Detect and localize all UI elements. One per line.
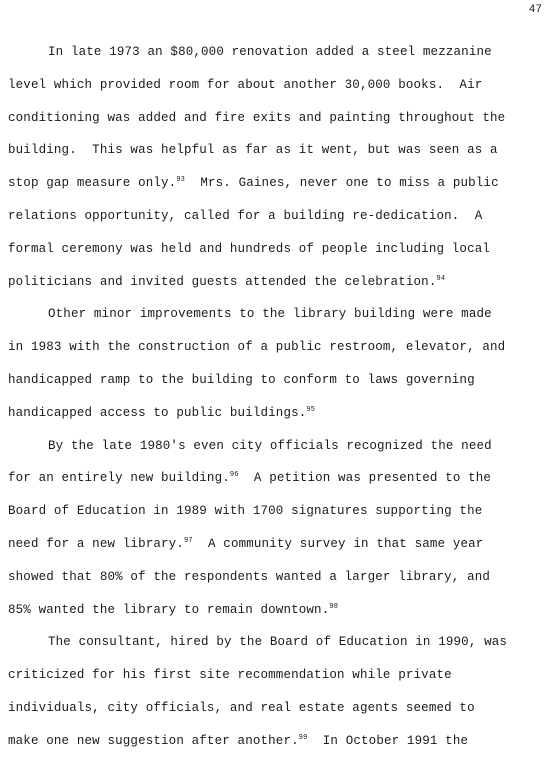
- line-text: By the late 1980's even city officials recognized the need: [48, 438, 492, 453]
- paragraph: [8, 634, 548, 765]
- line-text: individuals, city officials, and real estate agents seemed to: [8, 700, 475, 715]
- footnote-reference: 99: [298, 733, 308, 742]
- text-line: [8, 470, 548, 503]
- line-text: building. This was helpful as far as it went, but was seen as a: [8, 143, 498, 158]
- line-text-continued: A petition was presented to the: [238, 471, 492, 486]
- text-line: [8, 438, 548, 471]
- paragraph: [8, 438, 548, 635]
- line-text: Other minor improvements to the library building were made: [48, 307, 492, 322]
- text-line: [8, 77, 548, 110]
- text-line: [8, 306, 548, 339]
- line-text: make one new suggestion after another.: [8, 733, 299, 748]
- footnote-reference: 97: [183, 536, 193, 545]
- text-line: [8, 569, 548, 602]
- line-text: relations opportunity, called for a building re-dedication. A: [8, 208, 483, 223]
- line-text: politicians and invited guests attended the celebration.: [8, 274, 437, 289]
- line-text: need for a new library.: [8, 536, 184, 551]
- line-text: showed that 80% of the respondents wanted a larger library, and: [8, 569, 491, 584]
- page-number: 47: [528, 4, 542, 16]
- text-line: [8, 274, 548, 307]
- text-line: [8, 175, 548, 208]
- text-line: [8, 372, 548, 405]
- line-text: criticized for his first site recommendation while private: [8, 668, 452, 683]
- line-text: conditioning was added and fire exits and painting throughout the: [8, 110, 506, 125]
- line-text-continued: In October 1991 the: [307, 733, 469, 748]
- document-body: [8, 44, 548, 766]
- line-text: stop gap measure only.: [8, 176, 177, 191]
- text-line: [8, 142, 548, 175]
- footnote-reference: 94: [436, 274, 446, 283]
- line-text: In late 1973 an $80,000 renovation added a steel mezzanine: [48, 45, 492, 59]
- text-line: [8, 536, 548, 569]
- line-text: handicapped ramp to the building to conform to laws governing: [8, 372, 475, 387]
- text-line: [8, 110, 548, 143]
- line-text: level which provided room for about another 30,000 books. Air: [8, 77, 483, 92]
- text-line: [8, 44, 548, 77]
- text-line: [8, 602, 548, 635]
- footnote-reference: 98: [329, 602, 339, 611]
- text-line: [8, 503, 548, 536]
- text-line: [8, 700, 548, 733]
- text-line: [8, 241, 548, 274]
- footnote-reference: 95: [306, 405, 316, 414]
- line-text-continued: A community survey in that same year: [192, 536, 484, 551]
- line-text: handicapped access to public buildings.: [8, 405, 307, 420]
- line-text: 85% wanted the library to remain downtown.: [8, 602, 330, 617]
- text-line: [8, 634, 548, 667]
- text-line: [8, 208, 548, 241]
- line-text: for an entirely new building.: [8, 471, 230, 486]
- line-text: in 1983 with the construction of a public restroom, elevator, and: [8, 340, 506, 355]
- text-line: [8, 339, 548, 372]
- footnote-reference: 96: [229, 471, 239, 480]
- text-line: [8, 405, 548, 438]
- footnote-reference: 93: [176, 176, 186, 185]
- paragraph: [8, 44, 548, 306]
- text-line: [8, 667, 548, 700]
- line-text: formal ceremony was held and hundreds of people including local: [8, 241, 491, 256]
- line-text: The consultant, hired by the Board of Education in 1990, was: [48, 635, 508, 650]
- line-text-continued: Mrs. Gaines, never one to miss a public: [185, 176, 499, 191]
- line-text: Board of Education in 1989 with 1700 signatures supporting the: [8, 504, 483, 519]
- paragraph: [8, 306, 548, 437]
